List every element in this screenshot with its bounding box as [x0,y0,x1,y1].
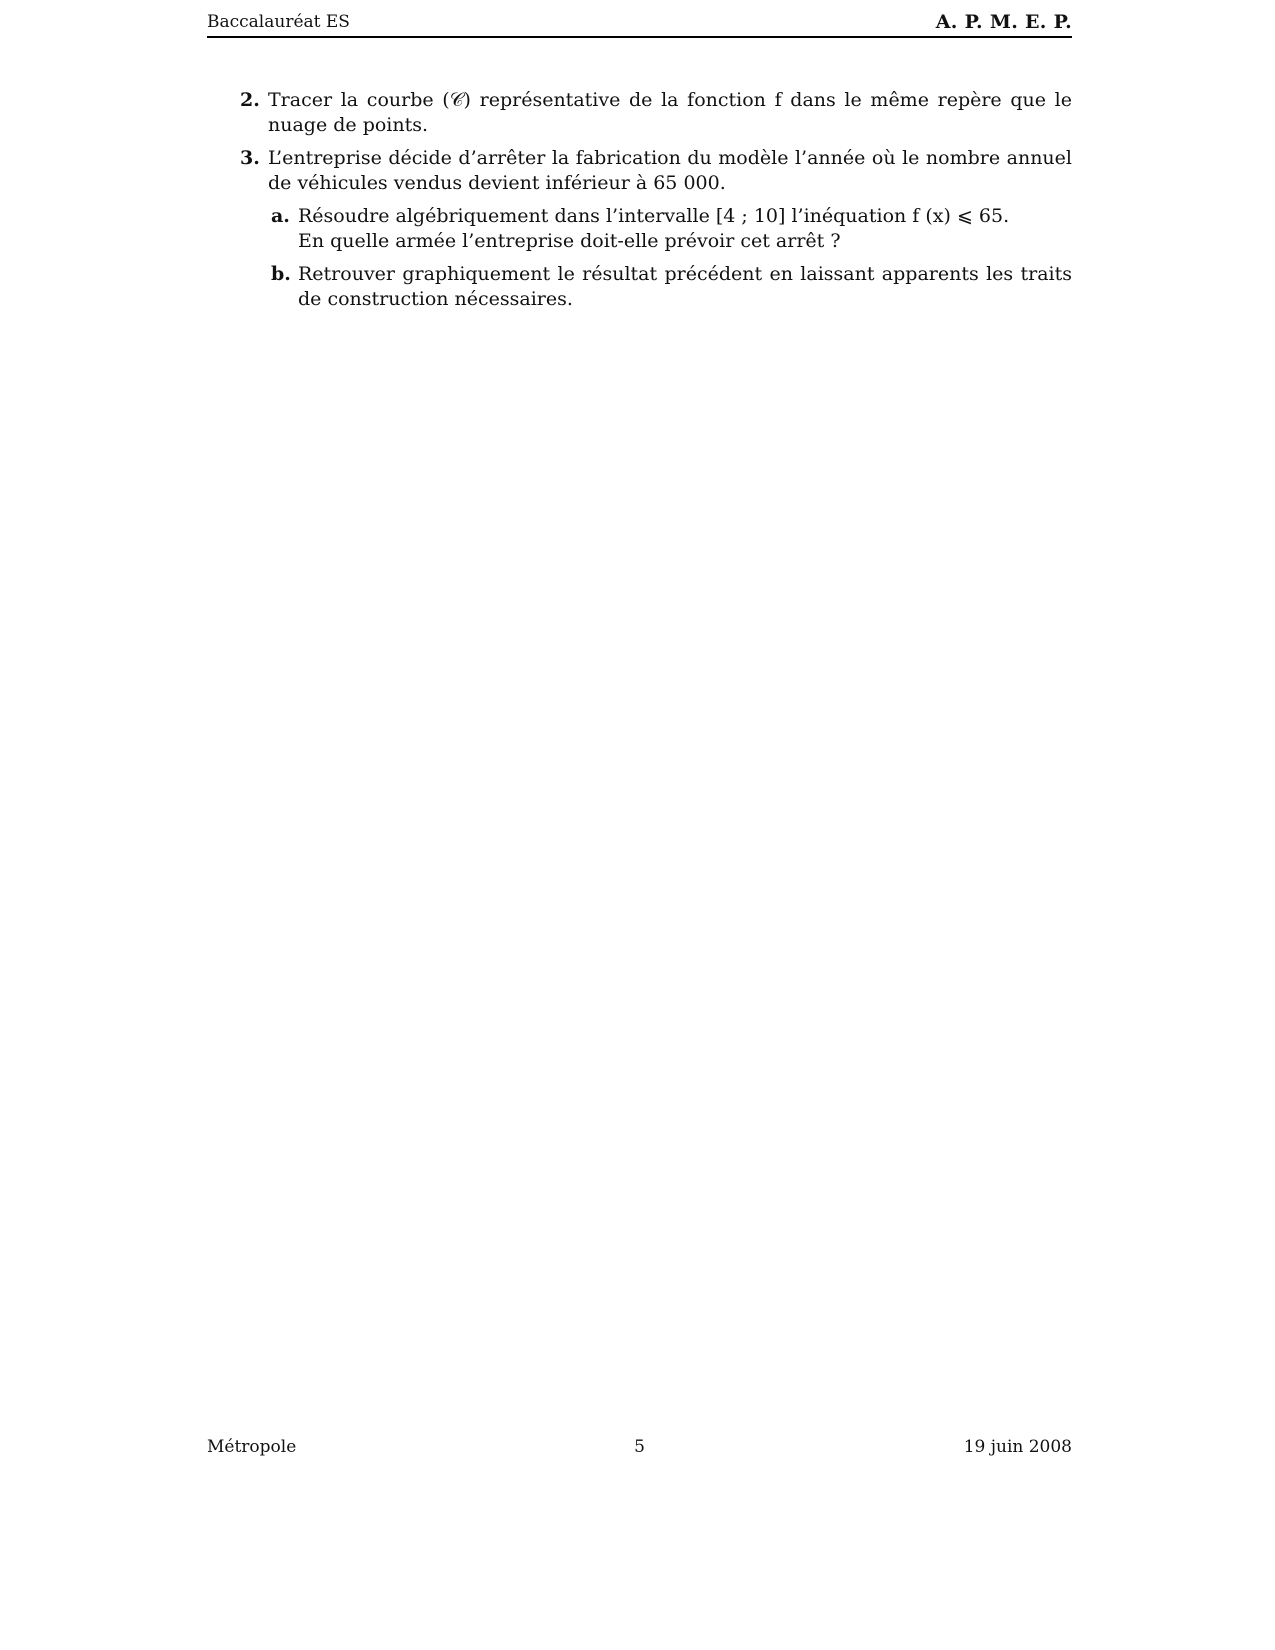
question-2 [207,88,1072,138]
header-title: Baccalauréat ES [207,12,350,32]
exercise-content [207,88,1072,320]
page-number: 5 [634,1437,645,1457]
question-3b [207,262,1072,312]
question-text: L’entreprise décide d’arrêter la fabrication du modèle l’année où le nombre annuel de véhicules vendus devient inférieur à 65 000. [268,147,1072,194]
header-association: A. P. M. E. P. [935,11,1072,33]
question-3 [207,146,1072,196]
question-number: 3. [240,147,260,169]
page-header [207,10,1072,38]
subquestion-letter: a. [271,205,290,227]
question-3a [207,204,1072,254]
question-number: 2. [240,89,260,111]
subquestion-text-line1: Résoudre algébriquement dans l’intervalle [4 ; 10] l’inéquation f (x) ⩽ 65. [298,205,1010,227]
footer-date: 19 juin 2008 [963,1437,1072,1457]
subquestion-text: Retrouver graphiquement le résultat précédent en laissant apparents les traits de construction nécessaires. [298,263,1072,310]
footer-location: Métropole [207,1437,297,1457]
subquestion-text-line2: En quelle armée l’entreprise doit-elle prévoir cet arrêt ? [298,230,841,252]
question-text: Tracer la courbe (𝒞) représentative de la fonction f dans le même repère que le nuage de points. [268,89,1072,136]
subquestion-letter: b. [271,263,291,285]
